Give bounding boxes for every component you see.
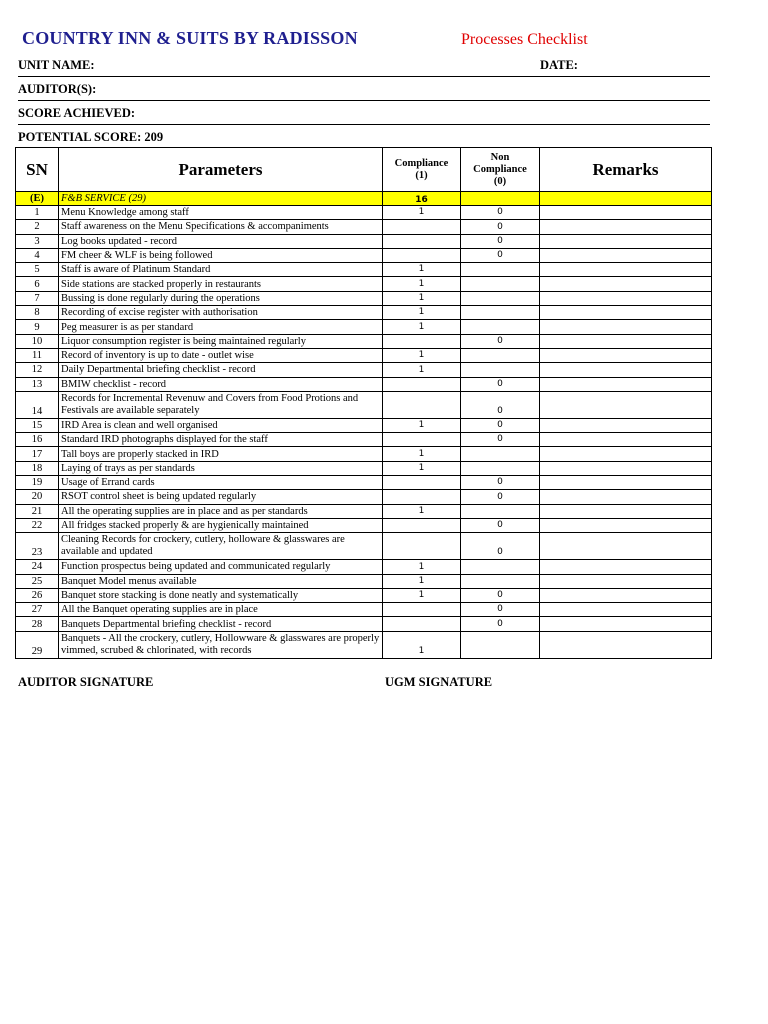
row-remarks (540, 588, 712, 602)
row-sn: 10 (16, 334, 59, 348)
row-parameter: Recording of excise register with authorisation (59, 306, 383, 320)
row-remarks (540, 447, 712, 461)
row-remarks (540, 433, 712, 447)
row-parameter: All the operating supplies are in place and as per standards (59, 504, 383, 518)
parameters-header: Parameters (59, 148, 383, 192)
row-parameter: Tall boys are properly stacked in IRD (59, 447, 383, 461)
row-compliance (383, 220, 461, 234)
row-parameter: IRD Area is clean and well organised (59, 418, 383, 432)
compliance-header-line1: Compliance (394, 157, 449, 169)
table-row (16, 377, 712, 391)
row-compliance: 1 (383, 461, 461, 475)
row-parameter: Usage of Errand cards (59, 476, 383, 490)
table-row (16, 220, 712, 234)
row-remarks (540, 248, 712, 262)
row-noncompliance (461, 306, 540, 320)
row-compliance (383, 234, 461, 248)
row-parameter: Banquet store stacking is done neatly and systematically (59, 588, 383, 602)
row-sn: 29 (16, 631, 59, 658)
compliance-header-line2: (1) (415, 169, 428, 181)
section-noncompliance (461, 192, 540, 206)
row-sn: 14 (16, 391, 59, 418)
row-compliance: 1 (383, 631, 461, 658)
row-remarks (540, 206, 712, 220)
table-row (16, 490, 712, 504)
row-remarks (540, 461, 712, 475)
row-compliance (383, 476, 461, 490)
row-compliance (383, 617, 461, 631)
row-noncompliance: 0 (461, 206, 540, 220)
row-compliance: 1 (383, 263, 461, 277)
table-row (16, 320, 712, 334)
row-sn: 2 (16, 220, 59, 234)
section-remarks (540, 192, 712, 206)
row-remarks (540, 220, 712, 234)
row-noncompliance: 0 (461, 533, 540, 560)
score-achieved-label: SCORE ACHIEVED: (18, 106, 136, 120)
noncompliance-header-line3: (0) (493, 175, 507, 187)
row-noncompliance (461, 348, 540, 362)
row-compliance (383, 490, 461, 504)
row-parameter: Liquor consumption register is being maintained regularly (59, 334, 383, 348)
row-compliance: 1 (383, 418, 461, 432)
row-remarks (540, 476, 712, 490)
table-row (16, 603, 712, 617)
row-parameter: Standard IRD photographs displayed for the staff (59, 433, 383, 447)
noncompliance-header-line1: Non (490, 151, 510, 163)
row-parameter: Function prospectus being updated and communicated regularly (59, 560, 383, 574)
table-row (16, 348, 712, 362)
table-row (16, 476, 712, 490)
row-noncompliance: 0 (461, 220, 540, 234)
row-noncompliance: 0 (461, 433, 540, 447)
row-noncompliance (461, 447, 540, 461)
row-parameter: Banquets - All the crockery, cutlery, Hollowware & glasswares are properly vimmed, scrubed & chlorinated, with records (59, 631, 383, 658)
row-parameter: Laying of trays as per standards (59, 461, 383, 475)
row-parameter: Log books updated - record (59, 234, 383, 248)
noncompliance-header (461, 148, 540, 192)
row-noncompliance (461, 363, 540, 377)
table-row (16, 306, 712, 320)
row-sn: 22 (16, 518, 59, 532)
row-remarks (540, 363, 712, 377)
sn-header: SN (16, 148, 59, 192)
checklist-subtitle: Processes Checklist (461, 31, 588, 48)
row-compliance: 1 (383, 504, 461, 518)
row-sn: 25 (16, 574, 59, 588)
table-row (16, 617, 712, 631)
table-row (16, 291, 712, 305)
row-noncompliance: 0 (461, 603, 540, 617)
table-row (16, 588, 712, 602)
row-noncompliance (461, 574, 540, 588)
row-remarks (540, 533, 712, 560)
row-remarks (540, 320, 712, 334)
row-sn: 7 (16, 291, 59, 305)
row-remarks (540, 377, 712, 391)
table-row (16, 363, 712, 377)
row-compliance: 1 (383, 348, 461, 362)
row-parameter: Banquets Departmental briefing checklist - record (59, 617, 383, 631)
table-row (16, 433, 712, 447)
table-row (16, 334, 712, 348)
row-compliance: 1 (383, 277, 461, 291)
row-compliance (383, 603, 461, 617)
row-sn: 6 (16, 277, 59, 291)
row-remarks (540, 234, 712, 248)
row-compliance: 1 (383, 291, 461, 305)
row-parameter: Daily Departmental briefing checklist - record (59, 363, 383, 377)
row-sn: 8 (16, 306, 59, 320)
section-code: (E) (16, 192, 59, 206)
row-remarks (540, 574, 712, 588)
row-noncompliance: 0 (461, 518, 540, 532)
row-remarks (540, 277, 712, 291)
row-compliance: 1 (383, 574, 461, 588)
table-row (16, 391, 712, 418)
row-parameter: Peg measurer is as per standard (59, 320, 383, 334)
table-row (16, 574, 712, 588)
row-compliance (383, 391, 461, 418)
row-remarks (540, 263, 712, 277)
row-remarks (540, 560, 712, 574)
table-row (16, 418, 712, 432)
row-noncompliance (461, 631, 540, 658)
noncompliance-header-line2: Compliance (473, 163, 527, 175)
row-sn: 5 (16, 263, 59, 277)
row-compliance (383, 533, 461, 560)
process-checklist-table (15, 147, 712, 659)
row-noncompliance: 0 (461, 234, 540, 248)
row-compliance: 1 (383, 320, 461, 334)
row-compliance: 1 (383, 588, 461, 602)
row-noncompliance: 0 (461, 391, 540, 418)
row-sn: 26 (16, 588, 59, 602)
auditors-row (18, 80, 710, 101)
section-row (16, 192, 712, 206)
row-sn: 12 (16, 363, 59, 377)
row-sn: 19 (16, 476, 59, 490)
remarks-header: Remarks (540, 148, 712, 192)
row-sn: 15 (16, 418, 59, 432)
row-noncompliance: 0 (461, 418, 540, 432)
row-remarks (540, 391, 712, 418)
row-parameter: Staff is aware of Platinum Standard (59, 263, 383, 277)
row-sn: 21 (16, 504, 59, 518)
row-sn: 17 (16, 447, 59, 461)
row-noncompliance: 0 (461, 377, 540, 391)
row-sn: 3 (16, 234, 59, 248)
table-row (16, 504, 712, 518)
row-sn: 4 (16, 248, 59, 262)
table-row (16, 631, 712, 658)
row-noncompliance: 0 (461, 490, 540, 504)
row-sn: 9 (16, 320, 59, 334)
row-compliance: 1 (383, 560, 461, 574)
table-row (16, 277, 712, 291)
row-parameter: FM cheer & WLF is being followed (59, 248, 383, 262)
unit-name-row (18, 56, 710, 77)
row-parameter: RSOT control sheet is being updated regularly (59, 490, 383, 504)
row-noncompliance: 0 (461, 476, 540, 490)
row-sn: 24 (16, 560, 59, 574)
company-title: COUNTRY INN & SUITS BY RADISSON (22, 28, 358, 48)
row-parameter: Bussing is done regularly during the operations (59, 291, 383, 305)
row-noncompliance: 0 (461, 334, 540, 348)
row-compliance: 1 (383, 363, 461, 377)
row-parameter: Cleaning Records for crockery, cutlery, holloware & glasswares are available and updated (59, 533, 383, 560)
row-remarks (540, 603, 712, 617)
table-row (16, 533, 712, 560)
row-noncompliance (461, 560, 540, 574)
row-compliance (383, 248, 461, 262)
row-parameter: Staff awareness on the Menu Specifications & accompaniments (59, 220, 383, 234)
potential-score-row (18, 128, 710, 148)
row-parameter: Banquet Model menus available (59, 574, 383, 588)
table-row (16, 447, 712, 461)
row-parameter: All fridges stacked properly & are hygienically maintained (59, 518, 383, 532)
row-remarks (540, 504, 712, 518)
row-parameter: BMIW checklist - record (59, 377, 383, 391)
row-noncompliance (461, 504, 540, 518)
auditors-label: AUDITOR(S): (18, 82, 97, 96)
row-sn: 23 (16, 533, 59, 560)
row-sn: 13 (16, 377, 59, 391)
row-sn: 1 (16, 206, 59, 220)
row-noncompliance (461, 291, 540, 305)
ugm-signature-label: UGM SIGNATURE (385, 675, 493, 689)
row-remarks (540, 418, 712, 432)
row-noncompliance: 0 (461, 248, 540, 262)
row-noncompliance: 0 (461, 617, 540, 631)
row-noncompliance (461, 263, 540, 277)
row-noncompliance: 0 (461, 588, 540, 602)
row-parameter: Record of inventory is up to date - outlet wise (59, 348, 383, 362)
row-sn: 18 (16, 461, 59, 475)
score-achieved-row (18, 104, 710, 125)
row-parameter: All the Banquet operating supplies are in place (59, 603, 383, 617)
row-sn: 27 (16, 603, 59, 617)
row-compliance: 1 (383, 306, 461, 320)
section-name: F&B SERVICE (29) (59, 192, 383, 206)
table-row (16, 518, 712, 532)
row-remarks (540, 291, 712, 305)
row-sn: 16 (16, 433, 59, 447)
row-remarks (540, 306, 712, 320)
table-row (16, 263, 712, 277)
row-compliance (383, 518, 461, 532)
section-compliance: 16 (383, 192, 461, 206)
row-noncompliance (461, 461, 540, 475)
row-remarks (540, 348, 712, 362)
compliance-header (383, 148, 461, 192)
row-sn: 28 (16, 617, 59, 631)
row-noncompliance (461, 277, 540, 291)
unit-name-label: UNIT NAME: (18, 58, 95, 72)
row-compliance (383, 433, 461, 447)
row-remarks (540, 490, 712, 504)
row-remarks (540, 334, 712, 348)
row-compliance (383, 334, 461, 348)
row-compliance (383, 377, 461, 391)
table-row (16, 560, 712, 574)
auditor-signature-label: AUDITOR SIGNATURE (18, 675, 154, 689)
row-sn: 20 (16, 490, 59, 504)
date-label: DATE: (540, 58, 578, 72)
table-row (16, 248, 712, 262)
row-compliance: 1 (383, 447, 461, 461)
row-parameter: Side stations are stacked properly in restaurants (59, 277, 383, 291)
row-remarks (540, 518, 712, 532)
row-parameter: Menu Knowledge among staff (59, 206, 383, 220)
table-row (16, 206, 712, 220)
row-noncompliance (461, 320, 540, 334)
row-parameter: Records for Incremental Revenuw and Covers from Food Protions and Festivals are available separately (59, 391, 383, 418)
row-remarks (540, 617, 712, 631)
row-sn: 11 (16, 348, 59, 362)
table-header-row (16, 148, 712, 192)
row-remarks (540, 631, 712, 658)
table-row (16, 234, 712, 248)
table-row (16, 461, 712, 475)
potential-score-label: POTENTIAL SCORE: 209 (18, 130, 164, 144)
row-compliance: 1 (383, 206, 461, 220)
